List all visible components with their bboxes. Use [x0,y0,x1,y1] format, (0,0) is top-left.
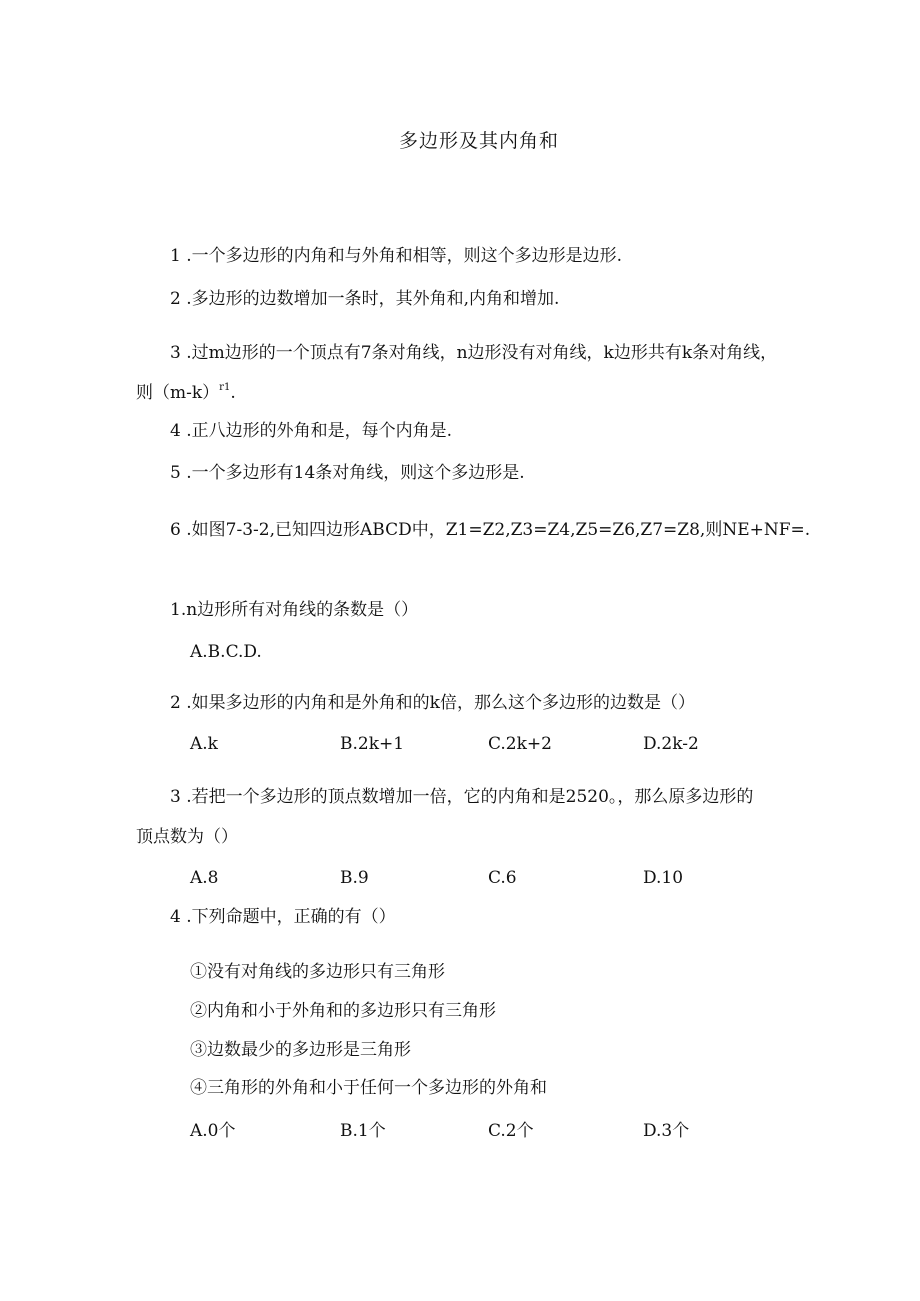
option-b: B.9 [340,868,369,888]
option-c: C.6 [488,868,517,888]
superscript: r1 [219,382,231,393]
question-number: 1 [170,246,181,266]
choice-question-4 [170,906,396,928]
statement-3: ③边数最少的多边形是三角形 [190,1040,411,1060]
fill-question-3-continuation [136,382,236,404]
question-text: .一个多边形有14条对角线，则这个多边形是. [186,463,525,483]
statement-1: ①没有对角线的多边形只有三角形 [190,962,445,982]
fill-question-5 [170,462,525,484]
question-text: .下列命题中，正确的有（） [186,907,396,927]
option-c: C.2个 [488,1121,534,1141]
question-number: 2 [170,693,181,713]
question-text: .若把一个多边形的顶点数增加一倍，它的内角和是2520。，那么原多边形的 [186,787,754,807]
option-d: D.10 [643,868,684,888]
statement-4: ④三角形的外角和小于任何一个多边形的外角和 [190,1078,547,1098]
question-number: 5 [170,463,181,483]
option-d: D.3个 [643,1121,690,1141]
statement-2: ②内角和小于外角和的多边形只有三角形 [190,1001,496,1021]
question-text: .如图7-3-2,已知四边形ABCD中，Z1=Z2,Z3=Z4,Z5=Z6,Z7=Z8,则NE+NF=. [186,520,811,540]
choice-1-options: A.B.C.D. [190,642,262,662]
question-text: .多边形的边数增加一条时，其外角和,内角和增加. [186,289,560,309]
fill-question-6 [170,519,810,541]
choice-question-1 [170,599,418,621]
question-number: 6 [170,520,181,540]
question-text-end: . [230,383,236,403]
choice-question-3-continuation: 顶点数为（） [136,827,238,847]
question-number: 3 [170,343,181,363]
choice-question-2 [170,692,695,714]
option-a: A.k [190,734,218,754]
question-number: 4 [170,421,181,441]
question-text-continued: 则（m-k） [136,383,220,403]
question-text: .正八边形的外角和是，每个内角是. [186,421,453,441]
question-text: .过m边形的一个顶点有7条对角线，n边形没有对角线，k边形共有k条对角线， [186,343,778,363]
question-number: 3 [170,787,181,807]
fill-question-3 [170,342,777,364]
fill-question-2 [170,288,559,310]
option-b: B.1个 [340,1121,386,1141]
question-text: .如果多边形的内角和是外角和的k倍，那么这个多边形的边数是（） [186,693,695,713]
question-text: 1.n边形所有对角线的条数是（） [170,600,419,620]
option-d: D.2k-2 [643,734,699,754]
page-title: 多边形及其内角和 [398,130,559,152]
option-a: A.0个 [190,1121,236,1141]
option-b: B.2k+1 [340,734,405,754]
question-number: 4 [170,907,181,927]
option-c: C.2k+2 [488,734,552,754]
fill-question-4 [170,420,452,442]
choice-question-3 [170,786,753,808]
question-number: 2 [170,289,181,309]
option-a: A.8 [190,868,219,888]
fill-question-1 [170,245,622,267]
question-text: .一个多边形的内角和与外角和相等，则这个多边形是边形. [186,246,623,266]
